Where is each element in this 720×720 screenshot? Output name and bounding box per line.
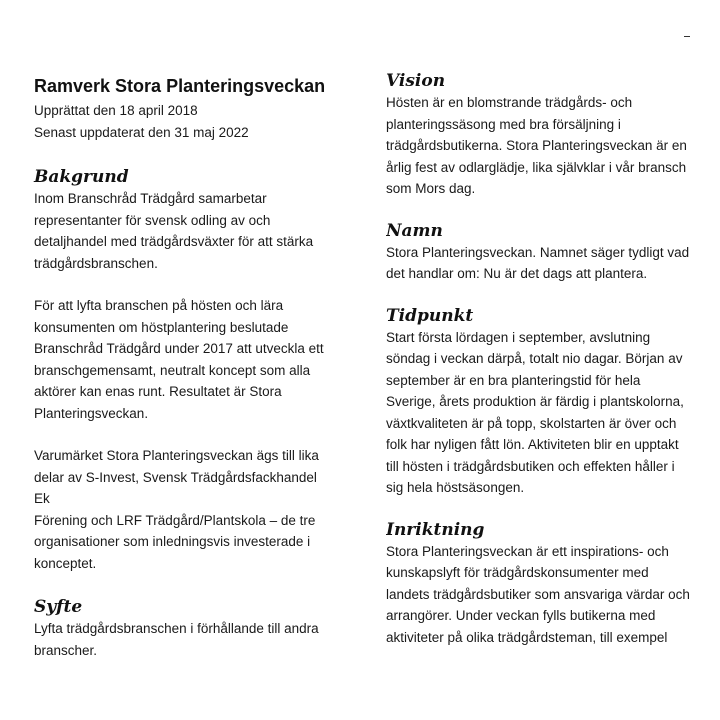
section-heading-bakgrund: Bakgrund — [34, 167, 129, 187]
inriktning-paragraph-1: Stora Planteringsveckan är ett inspirations- och kunskapslyft för trädgårdskonsumenter med landets trädgårdsbutiker som ansvariga värdar och arrangörer. Under veckan fylls butikerna med aktiviteter på olika trädgårdsteman, till exempel — [386, 543, 690, 645]
bakgrund-paragraph-2: För att lyfta branschen på hösten och lära konsumenten om höstplantering beslutade Branschråd Trädgård under 2017 att utveckla ett branschgemensamt, neutralt koncept som alla aktörer kan enas runt. Resultatet är Stora Planteringsveckan. — [34, 298, 324, 421]
page-corner-mark — [684, 36, 690, 37]
section-heading-vision: Vision — [386, 71, 446, 91]
section-heading-namn: Namn — [386, 220, 443, 241]
section-heading-inriktning: Inriktning — [386, 519, 485, 540]
syfte-paragraph-1: Lyfta trädgårdsbranschen i förhållande till andra branscher. — [34, 621, 319, 658]
right-column — [386, 70, 694, 648]
bakgrund-paragraph-1: Inom Branschråd Trädgård samarbetar representanter för svensk odling av och detaljhandel med trädgårdsväxter för att stärka trädgårdsbranschen. — [34, 191, 314, 271]
namn-paragraph-1: Stora Planteringsveckan. Namnet säger tydligt vad det handlar om: Nu är det dags att plantera. — [386, 244, 690, 281]
bakgrund-paragraph-3: Varumärket Stora Planteringsveckan ägs till lika delar av S-Invest, Svensk Trädgårdsfackhandel Ek Förening och LRF Trädgård/Plantskola – de tre organisationer som inledningsvis investerade i konceptet. — [34, 448, 319, 571]
document-title: Ramverk Stora Planteringsveckan — [34, 76, 326, 96]
section-heading-tidpunkt: Tidpunkt — [386, 305, 474, 326]
created-date: Upprättat den 18 april 2018 — [34, 103, 198, 118]
section-heading-syfte: Syfte — [34, 597, 83, 617]
updated-date: Senast uppdaterat den 31 maj 2022 — [34, 125, 249, 140]
vision-paragraph-1: Hösten är en blomstrande trädgårds- och planteringssäsong med bra försäljning i trädgårdsbutikerna. Stora Planteringsveckan är en årlig fest av odlarglädje, lika självklar i vår bransch som Mors dag. — [386, 95, 687, 196]
tidpunkt-paragraph-1: Start första lördagen i september, avslutning söndag i veckan därpå, totalt nio dagar. Början av september är en bra planteringstid för hela Sverige, årets produktion är färdig i plantskolorna, växtkvaliteten är på topp, skolstarten är över och folk har nyligen fått lön. Aktiviteten blir en upptakt till hösten i trädgårdsbutiken och effekten håller i sig hela höstsäsongen. — [386, 329, 684, 495]
left-column — [34, 70, 334, 661]
